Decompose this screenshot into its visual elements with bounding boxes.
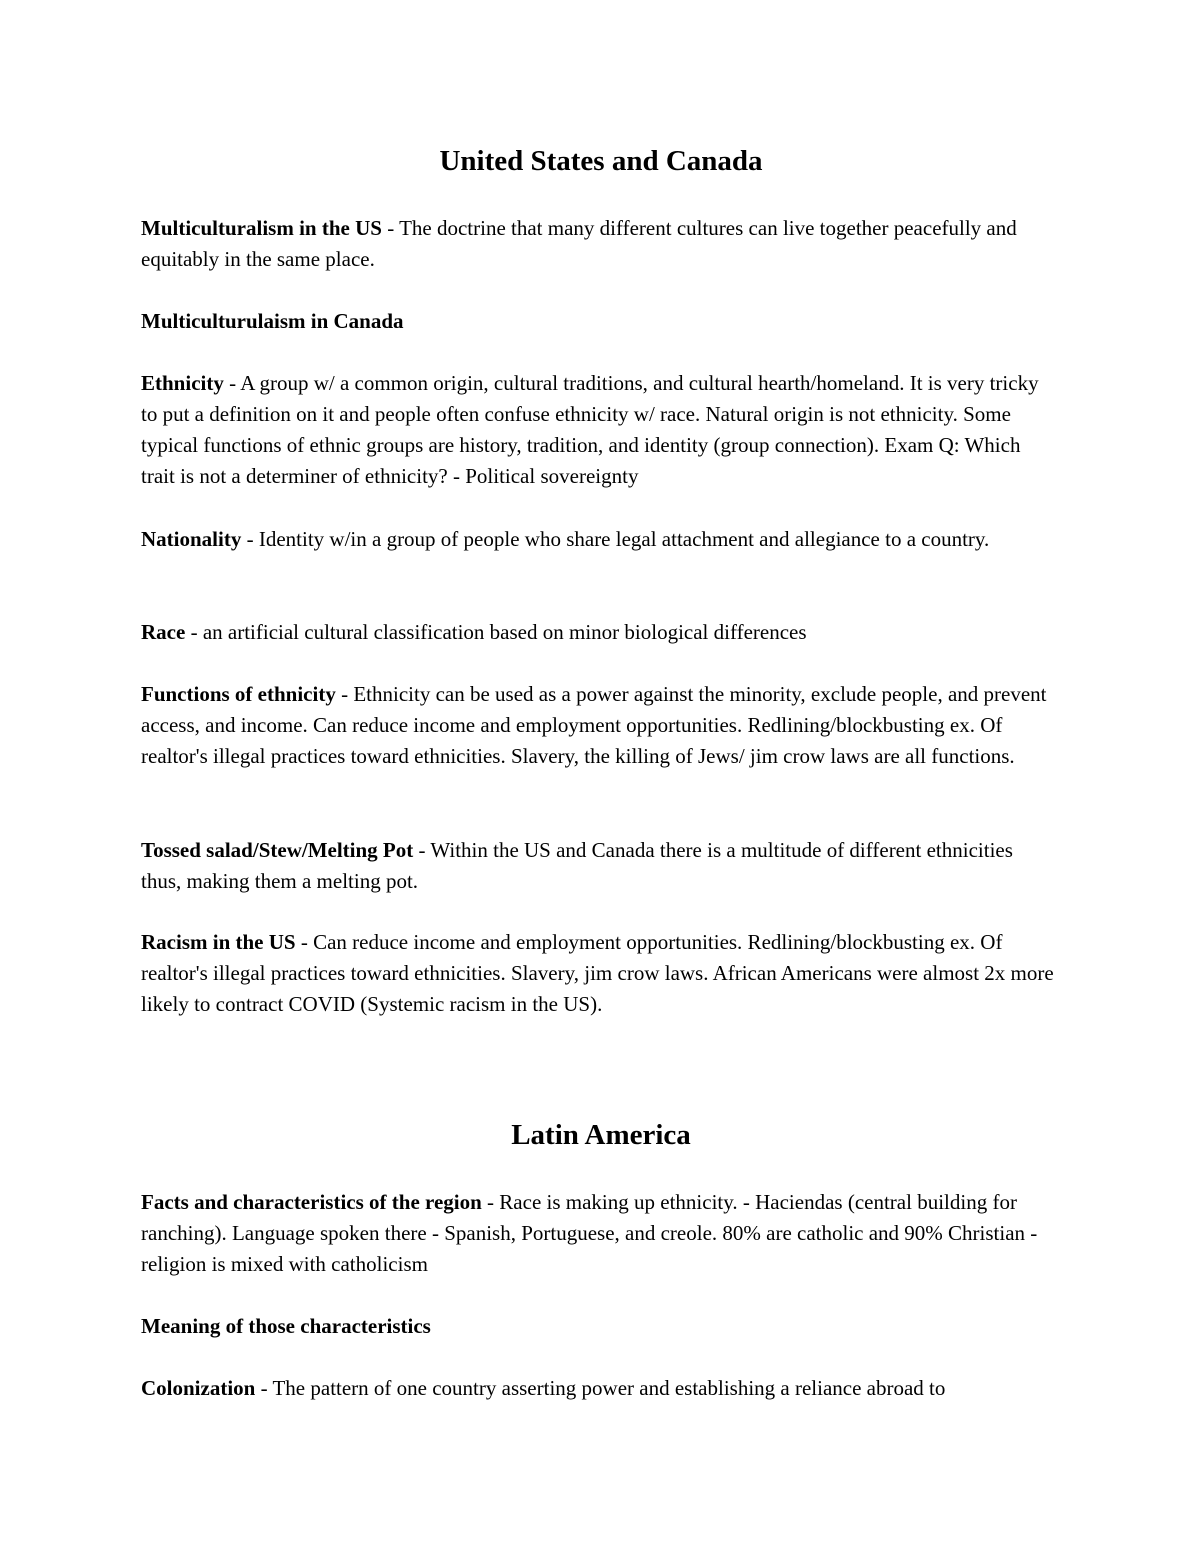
- entry-functions-of-ethnicity: [141, 679, 1056, 772]
- entry-separator: -: [223, 371, 241, 395]
- entry-separator: -: [295, 930, 314, 954]
- entry-text: an artificial cultural classification based on minor biological differences: [202, 620, 807, 644]
- entry-separator: -: [241, 527, 259, 551]
- entry-multiculturalism-us: [141, 213, 1056, 275]
- entry-term: Multiculturalism in the US: [141, 216, 382, 240]
- entry-term: Racism in the US: [141, 930, 296, 954]
- entry-term: Tossed salad/Stew/Melting Pot: [141, 838, 414, 862]
- entry-term: Colonization: [141, 1376, 256, 1400]
- entry-separator: -: [255, 1376, 273, 1400]
- entry-race: [141, 617, 1056, 648]
- entry-nationality: [141, 524, 1056, 555]
- entry-term: Meaning of those characteristics: [141, 1314, 431, 1338]
- entry-text: Within the US and Canada there is a multitude of different ethnicities thus, making them a melting pot.: [141, 838, 1013, 893]
- entry-text: The pattern of one country asserting power and establishing a reliance abroad to: [272, 1376, 946, 1400]
- entry-facts-characteristics: [141, 1187, 1056, 1280]
- entry-ethnicity: [141, 368, 1056, 492]
- entry-multiculturalism-canada: [141, 306, 1056, 337]
- entry-text: Race is making up ethnicity. - Haciendas (central building for ranching). Language spoken there - Spanish, Portuguese, and creole. 80% are catholic and 90% Christian - religion is mixed with catholicism: [141, 1190, 1038, 1276]
- entry-term: Multiculturulaism in Canada: [141, 309, 404, 333]
- entry-text: The doctrine that many different cultures can live together peacefully and equitably in the same place.: [141, 216, 1017, 271]
- entry-separator: -: [413, 838, 431, 862]
- entry-separator: -: [481, 1190, 500, 1214]
- entry-term: Facts and characteristics of the region: [141, 1190, 482, 1214]
- entry-text: Can reduce income and employment opportunities. Redlining/blockbusting ex. Of realtor's illegal practices toward ethnicities. Slavery, jim crow laws. African Americans were almost 2x more likely to contract COVID (Systemic racism in the US).: [141, 930, 1054, 1016]
- entry-tossed-salad: [141, 835, 1056, 897]
- entry-racism-us: [141, 927, 1056, 1020]
- entry-text: Ethnicity can be used as a power against the minority, exclude people, and prevent access, and income. Can reduce income and employment opportunities. Redlining/blockbusting ex. Of realtor's illegal practices toward ethnicities. Slavery, the killing of Jews/ jim crow laws are all functions.: [141, 682, 1047, 768]
- entry-text: A group w/ a common origin, cultural traditions, and cultural hearth/homeland. It is very tricky to put a definition on it and people often confuse ethnicity w/ race. Natural origin is not ethnicity. Some typical functions of ethnic groups are history, tradition, and identity (group connection). Exam Q: Which trait is not a determiner of ethnicity? - Political sovereignty: [141, 371, 1039, 488]
- entry-term: Nationality: [141, 527, 242, 551]
- entry-separator: -: [381, 216, 400, 240]
- section-title-us-canada: United States and Canada: [439, 145, 763, 177]
- entry-text: Identity w/in a group of people who share legal attachment and allegiance to a country.: [258, 527, 990, 551]
- entry-separator: -: [185, 620, 203, 644]
- entry-term: Functions of ethnicity: [141, 682, 336, 706]
- entry-colonization: [141, 1373, 1056, 1404]
- section-title-latin-america: Latin America: [511, 1119, 691, 1151]
- entry-term: Race: [141, 620, 186, 644]
- entry-term: Ethnicity: [141, 371, 224, 395]
- entry-separator: -: [335, 682, 354, 706]
- entry-meaning-of-characteristics: [141, 1311, 1056, 1342]
